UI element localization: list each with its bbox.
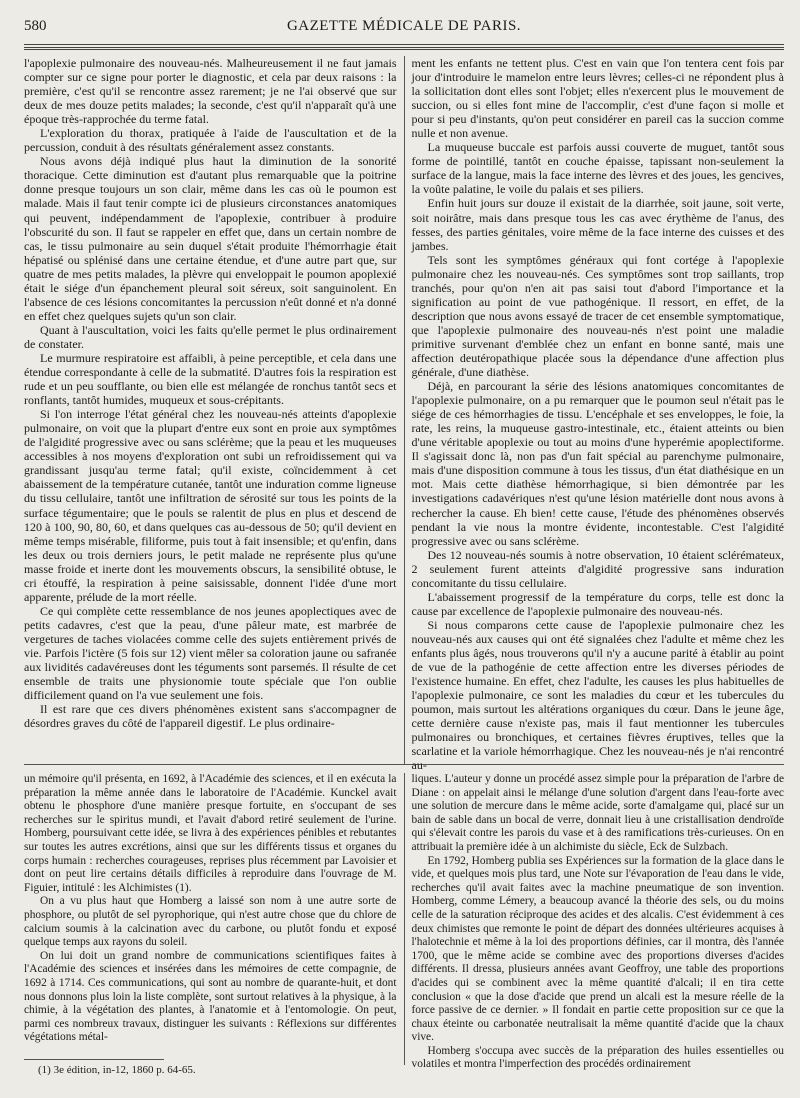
feuilleton-section (24, 773, 784, 1076)
article-right-column (411, 56, 785, 773)
paragraph: Quant à l'auscultation, voici les faits qu'elle permet le plus ordinairement de constater. (24, 322, 397, 351)
page-number: 580 (24, 18, 47, 34)
paragraph: liques. L'auteur y donne un procédé assez simple pour la préparation de l'arbre de Diane : on appelait ainsi le mélange d'une solution d'argent dans l'eau-forte avec une solution de mercure dans le même acide, sorte d'amalgame qui, placé sur un bain de sable dans un bocal de verre, donnait lieu à une cristallisation dendroïde qui s'élevait contre les parois du vase et à des ramifications très-curieuses. On en attribuait la première idée à un alchimiste du siècle, Eck de Sulzbach. (411, 773, 784, 853)
footnote: (1) 3e édition, in-12, 1860 p. 64-65. (38, 1063, 196, 1076)
paragraph: Des 12 nouveau-nés soumis à notre observation, 10 étaient sclérémateux, 2 seulement furent atteints d'algidité progressive sans induration concomitante du tissu cellulaire. (411, 547, 784, 590)
paragraph: La muqueuse buccale est parfois aussi couverte de muguet, tantôt sous forme de pointillé, tantôt en couche épaisse, tapissant non-seulement la surface de la langue, mais la face interne des lèvres et des joues, les gencives, la voûte palatine, le voile du palais et ses piliers. (411, 140, 784, 197)
paragraph: Nous avons déjà indiqué plus haut la diminution de la sonorité thoracique. Cette diminution est d'autant plus remarquable que la poitrine donne presque toujours un son clair, même dans les cas où le poumon est malade. Mais il faut tenir compte ici de plusieurs circonstances anatomiques qui peuvent, indépendamment de l'apoplexie, contribuer à produire l'obscurité du son. Il faut se rappeler en effet que, dans un certain nombre de cas, le tissu pulmonaire au sein duquel s'était produite l'hémorrhagie était hépatisé ou splénisé dans une certaine étendue, et d'une autre part que, sur quatre de mes petits malades, la plèvre qui enveloppait le poumon apoplexié était le siége d'un épanchement pleural soit séreux, soit sanguinolent. En l'absence de ces lésions concomitantes la percussion n'eût donné et n'a donné en effet chez quelques sujets qu'un son clair. (24, 154, 397, 323)
header-rule (24, 45, 784, 50)
paragraph: On lui doit un grand nombre de communications scientifiques faites à l'Académie des sciences et insérées dans les mémoires de cette compagnie, de 1692 à 1714. Ces communications, qui sont au nombre de quarante-huit, et dont nous donnons plus loin la liste complète, sont surtout relatives à la physique, à la chimie, à la végétation des plantes, à l'anatomie et à l'entomologie. On peut, parmi ces nombreux travaux, distinguer les suivants : Réflexions sur différentes végétations métal- (24, 949, 397, 1044)
paragraph: Tels sont les symptômes généraux qui font cortége à l'apoplexie pulmonaire chez les nouveau-nés. Ces symptômes sont trop saillants, trop tranchés, pour qu'on n'en ait pas saisi tout d'abord l'importance et la signification au point de vue pathogénique. Il ressort, en effet, de la description que nous avons essayé de tracer de cet ensemble symptomatique, que l'apoplexie pulmonaire des nouveau-nés n'est point une maladie primitive survenant d'emblée chez un enfant en bonne santé, mais une affection deutéropathique placée sous la dépendance d'une affection plus générale, d'une diathèse. (411, 252, 784, 380)
paragraph: l'apoplexie pulmonaire des nouveau-nés. Malheureusement il ne faut jamais compter sur ce signe pour porter le diagnostic, et cela par deux raisons : la première, c'est qu'il se rencontre assez rarement; je ne l'ai observé que sur deux de mes douze petits malades; la seconde, c'est qu'il n'apparaît qu'à une époque très-rapprochée du terme fatal. (24, 56, 397, 127)
paragraph: On a vu plus haut que Homberg a laissé son nom à une autre sorte de phosphore, ou plutôt de sel pyrophorique, qui n'est autre chose que du chlore de calcium soumis à la calcination avec du carbone, ou plutôt fondu et exposé quelque temps aux rayons du soleil. (24, 895, 397, 949)
article-section (24, 56, 784, 773)
article-left-column (24, 56, 397, 764)
paragraph: Il est rare que ces divers phénomènes existent sans s'accompagner de désordres graves du côté de l'appareil digestif. Le plus ordinaire- (24, 702, 397, 731)
paragraph: L'exploration du thorax, pratiquée à l'aide de l'auscultation et de la percussion, conduit à des résultats généralement assez constants. (24, 126, 397, 155)
journal-title: GAZETTE MÉDICALE DE PARIS. (286, 18, 522, 34)
paragraph: Si l'on interroge l'état général chez les nouveau-nés atteints d'apoplexie pulmonaire, on voit que la plupart d'entre eux sont en proie aux symptômes de l'algidité progressive avec ou sans sclérème; que la peau et les muqueuses accessibles à nos moyens d'exploration ont subi un refroidissement qui va grandissant jusqu'au terme fatal; qu'il existe, coïncidemment à cet abaissement de la température cutanée, tantôt une induration comme ligneuse du tissu cellulaire, tantôt une infiltration de sérosité sur tous les points de la surface tégumentaire; que le pouls se ralentit de plus en plus et descend de 120 à 100, 90, 80, 60, et dans quelques cas au-dessous de 50; qu'il devient en même temps misérable, filiforme, puis tout à fait insensible; et qu'enfin, dans les deux ou trois derniers jours, le petit malade ne représente plus qu'une masse froide et inerte dont les mouvements obscurs, la sensibilité obtuse, le cri étouffé, la respiration à peine saisissable, donnent l'idée d'une mort apparente, prélude de la mort réelle. (24, 407, 397, 604)
paragraph: Si nous comparons cette cause de l'apoplexie pulmonaire chez les nouveau-nés aux causes qui ont été signalées chez l'adulte et même chez les enfants plus âgés, nous trouverons qu'il n'y a aucune parité à établir au point de vue de la pathogénie de cette affection entre les diverses périodes de l'existence humaine. En effet, chez l'adulte, les causes les plus habituelles de l'apoplexie pulmonaire, ce sont les maladies du cœur et les tubercules du poumon, mais surtout les altérations organiques du cœur. Dans le jeune âge, cette dernière cause n'existe pas, mais il faut mentionner les tubercules pulmonaires ou bronchiques, et certaines fièvres éruptives, telles que la scarlatine et la variole hémorrhagique. Chez les nouveau-nés je n'ai rencontré au- (411, 617, 784, 773)
column-divider (404, 773, 405, 1065)
feuilleton-left-column (24, 773, 397, 1076)
paragraph: Enfin huit jours sur douze il existait de la diarrhée, soit jaune, soit verte, soit noirâtre, mais dans presque tous les cas avec érythème de l'anus, des fesses, des parties génitales, voire même de la face interne des cuisses et des jambes. (411, 196, 784, 253)
paragraph: L'abaissement progressif de la température du corps, telle est donc la cause par excellence de l'apoplexie pulmonaire des nouveau-nés. (411, 589, 784, 618)
column-divider (404, 56, 405, 764)
paragraph: ment les enfants ne tettent plus. C'est en vain que l'on tentera cent fois par jour d'introduire le mamelon entre leurs lèvres; celles-ci ne répondent plus à la sollicitation dont elles sont l'objet; elles n'exercent plus le mouvement de succion, ou si elles font mine de l'accomplir, c'est d'une façon si molle et pour si peu d'instants, qu'on peut considérer en pareil cas la succion comme nulle et non avenue. (411, 56, 784, 141)
paragraph: Le murmure respiratoire est affaibli, à peine perceptible, et cela dans une étendue correspondante à celle de la submatité. D'autres fois la respiration est rude et un peu soufflante, ou bien elle est mélangée de ronchus tantôt secs et ronflants, tantôt humides, muqueux et sous-crépitants. (24, 350, 397, 408)
page-header (24, 18, 784, 45)
feuilleton-right-column (411, 773, 785, 1071)
paragraph: Homberg s'occupa avec succès de la préparation des huiles essentielles ou volatiles et montra l'imperfection des procédés ordinairement (411, 1044, 784, 1071)
paragraph: Déjà, en parcourant la série des lésions anatomiques concomitantes de l'apoplexie pulmonaire, on a pu remarquer que le poumon seul n'était pas le siége de ces hémorrhagies de tissu. L'encéphale et ses enveloppes, le foie, la rate, les reins, la muqueuse gastro-intestinale, etc., étaient atteints ou bien d'une véritable apoplexie ou tout au moins d'une hyperémie apoplectiforme. Il s'agissait donc là, non pas d'un fait spécial au parenchyme pulmonaire, mais d'une disposition commune à tous les tissus, d'un état diathésique en un mot. Mais cette diathèse hémorrhagique, si bien démontrée par les investigations cadavériques n'est qu'une lésion matérielle dont nous avons à rechercher la cause. Eh bien! cette cause, l'étude des phénomènes observés pendant la vie nous la montre évidente, incontestable. C'est l'algidité progressive avec ou sans sclérème. (411, 379, 784, 548)
paragraph: En 1792, Homberg publia ses Expériences sur la formation de la glace dans le vide, et quelques mois plus tard, une Note sur l'évaporation de l'eau dans le vide, recherches qu'il avait faites avec la machine pneumatique de son invention. Homberg, comme Lémery, a beaucoup avancé la théorie des sels, ou du moins celle de la saturation réciproque des acides et des alcalis. C'est évidemment à ces deux chimistes que remonte le point de départ des données ultérieures acquises à l'halotechnie et même à la loi des proportions définies, car il montra, dès l'année 1700, que le même acide se combine avec des proportions diverses d'acides différents. Il dressa, plusieurs années avant Geoffroy, une table des proportions d'acides qui se combinent avec la même quantité d'alcali; il en tira cette conclusion « que la dose d'acide que prend un alcali est la mesure réelle de la force passive de ce dernier. » Il fondait en partie cette proposition sur ce que la chaux éteinte ou carbonatée neutralisait la même quantité d'acide que la chaux vive. (411, 854, 784, 1044)
paragraph: Ce qui complète cette ressemblance de nos jeunes apoplectiques avec de petits cadavres, c'est que la peau, d'une pâleur mate, est marbrée de vergetures de taches violacées comme celle des sujets entièrement privés de vie. Parfois l'ictère (5 fois sur 12) vient mêler sa coloration jaune ou safranée aux lividités cadavéreuses dont les téguments sont parsemés. Il résulte de cet ensemble de traits une physionomie toute spéciale que l'on oublie difficilement quand on l'a vue seulement une fois. (24, 603, 397, 703)
paragraph: un mémoire qu'il présenta, en 1692, à l'Académie des sciences, et il en exécuta la préparation la même année dans le laboratoire de l'Académie. Kunckel avait obtenu le phosphore d'une manière presque fortuite, en s'occupant de ses recherches sur le spiritus mundi, et l'avait d'abord retiré seulement de l'urine. Homberg, poursuivant cette idée, se livra à des expériences pénibles et rebutantes sur toutes les autres excrétions, ainsi que sur les différents tissus et organes du corps humain : recherches courageuses, reprises plus récemment par Lavoisier et dont on peut lire certains détails difficiles à reproduire dans l'ouvrage de M. Figuier, intitulé : les Alchimistes (1). (24, 773, 397, 894)
